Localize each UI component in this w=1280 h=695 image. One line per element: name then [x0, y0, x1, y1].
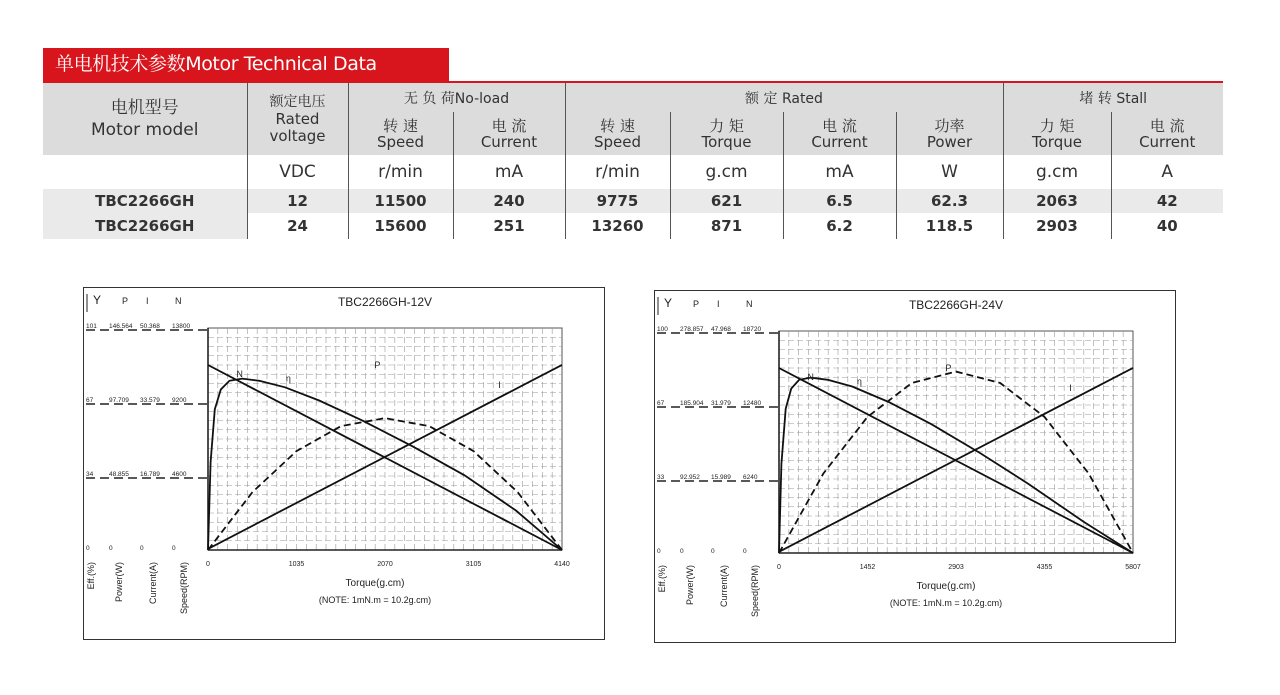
header-model-en: Motor model — [91, 120, 199, 140]
scale-header-n: N — [746, 299, 753, 309]
table-cell: TBC2266GH — [43, 213, 247, 239]
scale-value: 34 — [86, 471, 94, 478]
x-axis-title: Torque(g.cm) — [916, 581, 976, 592]
scale-value: 0 — [172, 545, 176, 552]
scale-value: 146.564 — [109, 323, 133, 330]
scale-value: 33 — [657, 474, 665, 481]
scale-value: 185.904 — [680, 400, 704, 407]
table-cell: 24 — [247, 213, 348, 239]
subheader-rated-power: 功率 Power — [896, 112, 1003, 155]
performance-chart-24v — [654, 290, 1176, 643]
scale-value: 0 — [711, 548, 715, 555]
x-tick-label: 2070 — [377, 561, 393, 568]
unit-cell: g.cm — [1003, 155, 1111, 189]
axis-label-left: Eff.(%) — [86, 562, 96, 590]
section-title: 单电机技术参数Motor Technical Data — [43, 48, 449, 81]
scale-header-p: P — [693, 299, 700, 309]
x-axis-title: Torque(g.cm) — [345, 578, 405, 589]
curve-label-power: P — [374, 359, 381, 370]
chart-note: (NOTE: 1mN.m = 10.2g.cm) — [318, 595, 432, 605]
table-row — [43, 213, 1223, 239]
scale-value: 67 — [657, 400, 665, 407]
table-cell: 40 — [1111, 213, 1223, 239]
subheader-noload-speed: 转 速 Speed — [348, 112, 453, 155]
table-cell: 871 — [670, 213, 783, 239]
table-cell: 251 — [453, 213, 565, 239]
header-noload: 无 负 荷No-load — [348, 83, 565, 112]
scale-value: 0 — [657, 548, 661, 555]
scale-header-y: Y — [664, 296, 673, 310]
scale-value: 47.968 — [711, 326, 731, 333]
axis-label-left: Current(A) — [719, 565, 729, 608]
scale-value: 18720 — [743, 326, 762, 333]
scale-value: 278.857 — [680, 326, 704, 333]
unit-cell: r/min — [348, 155, 453, 189]
header-voltage-en2: voltage — [269, 126, 326, 145]
scale-value: 9200 — [172, 397, 187, 404]
scale-value: 0 — [109, 545, 113, 552]
chart-note: (NOTE: 1mN.m = 10.2g.cm) — [889, 598, 1003, 608]
x-tick-label: 4140 — [554, 561, 570, 568]
table-cell: 11500 — [348, 189, 453, 213]
curve-label-efficiency: η — [285, 373, 291, 384]
table-cell: 42 — [1111, 189, 1223, 213]
unit-cell: g.cm — [670, 155, 783, 189]
scale-value: 6240 — [743, 474, 758, 481]
x-tick-label: 0 — [206, 561, 210, 568]
table-cell: 621 — [670, 189, 783, 213]
scale-value: 50.368 — [140, 323, 160, 330]
x-tick-label: 3105 — [465, 561, 482, 568]
scale-header-i: I — [717, 299, 720, 309]
unit-cell: mA — [783, 155, 896, 189]
scale-value: 100 — [657, 326, 668, 333]
scale-value: 0 — [140, 545, 144, 552]
scale-value: 4600 — [172, 471, 187, 478]
axis-label-left: Eff.(%) — [657, 565, 667, 593]
scale-value: 97.709 — [109, 397, 129, 404]
scale-value: 31.979 — [711, 400, 731, 407]
unit-cell: A — [1111, 155, 1223, 189]
table-cell: 2903 — [1003, 213, 1111, 239]
scale-value: 12480 — [743, 400, 762, 407]
motor-spec-table — [43, 83, 1223, 239]
table-row — [43, 189, 1223, 213]
scale-value: 16.789 — [140, 471, 160, 478]
units-row — [43, 155, 1223, 189]
scale-value: 15.989 — [711, 474, 731, 481]
chart-svg-12v — [84, 288, 604, 639]
table-cell: 62.3 — [896, 189, 1003, 213]
axis-label-left: Power(W) — [114, 562, 124, 602]
table-cell: 13260 — [565, 213, 670, 239]
table-cell: TBC2266GH — [43, 189, 247, 213]
unit-cell: W — [896, 155, 1003, 189]
scale-header-n: N — [175, 296, 182, 306]
subheader-stall-torque: 力 矩 Torque — [1003, 112, 1111, 155]
curve-label-current: I — [1069, 382, 1072, 393]
unit-cell: r/min — [565, 155, 670, 189]
table-cell: 12 — [247, 189, 348, 213]
chart-svg-24v — [655, 291, 1175, 642]
scale-value: 0 — [680, 548, 684, 555]
subheader-rated-torque: 力 矩 Torque — [670, 112, 783, 155]
axis-label-left: Speed(RPM) — [179, 562, 189, 615]
curve-label-speed: N — [807, 371, 814, 382]
x-tick-label: 0 — [777, 564, 781, 571]
header-model — [43, 83, 247, 155]
header-voltage-en1: Rated — [275, 109, 320, 128]
header-model-cn: 电机型号 — [110, 98, 179, 118]
chart-title: TBC2266GH-24V — [908, 298, 1004, 312]
chart-title: TBC2266GH-12V — [337, 295, 433, 309]
scale-header-y: Y — [93, 293, 102, 307]
scale-value: 0 — [743, 548, 747, 555]
subheader-rated-speed: 转 速 Speed — [565, 112, 670, 155]
x-tick-label: 5807 — [1125, 564, 1141, 571]
scale-header-i: I — [146, 296, 149, 306]
curve-label-current: I — [498, 379, 501, 390]
scale-value: 92.952 — [680, 474, 700, 481]
x-tick-label: 2903 — [948, 564, 964, 571]
table-cell: 240 — [453, 189, 565, 213]
scale-header-p: P — [122, 296, 129, 306]
unit-cell: mA — [453, 155, 565, 189]
axis-label-left: Speed(RPM) — [750, 565, 760, 618]
x-tick-label: 1452 — [859, 564, 876, 571]
unit-cell — [43, 155, 247, 189]
subheader-stall-current: 电 流 Current — [1111, 112, 1223, 155]
table-cell: 15600 — [348, 213, 453, 239]
performance-chart-12v — [83, 287, 605, 640]
table-cell: 6.5 — [783, 189, 896, 213]
curve-label-power: P — [945, 362, 952, 373]
header-stall: 堵 转 Stall — [1003, 83, 1223, 112]
header-voltage — [247, 83, 348, 155]
axis-label-left: Current(A) — [148, 562, 158, 605]
header-voltage-cn: 额定电压 — [269, 93, 326, 110]
scale-value: 0 — [86, 545, 90, 552]
table-cell: 9775 — [565, 189, 670, 213]
header-rated: 额 定 Rated — [565, 83, 1003, 112]
subheader-rated-current: 电 流 Current — [783, 112, 896, 155]
scale-value: 48.855 — [109, 471, 129, 478]
scale-value: 13800 — [172, 323, 191, 330]
scale-value: 33.579 — [140, 397, 160, 404]
table-cell: 118.5 — [896, 213, 1003, 239]
scale-value: 101 — [86, 323, 97, 330]
unit-cell: VDC — [247, 155, 348, 189]
x-tick-label: 1035 — [288, 561, 305, 568]
curve-label-speed: N — [236, 368, 243, 379]
table-cell: 6.2 — [783, 213, 896, 239]
subheader-noload-current: 电 流 Current — [453, 112, 565, 155]
scale-value: 67 — [86, 397, 94, 404]
curve-label-efficiency: η — [856, 376, 862, 387]
axis-label-left: Power(W) — [685, 565, 695, 605]
x-tick-label: 4355 — [1036, 564, 1053, 571]
table-cell: 2063 — [1003, 189, 1111, 213]
